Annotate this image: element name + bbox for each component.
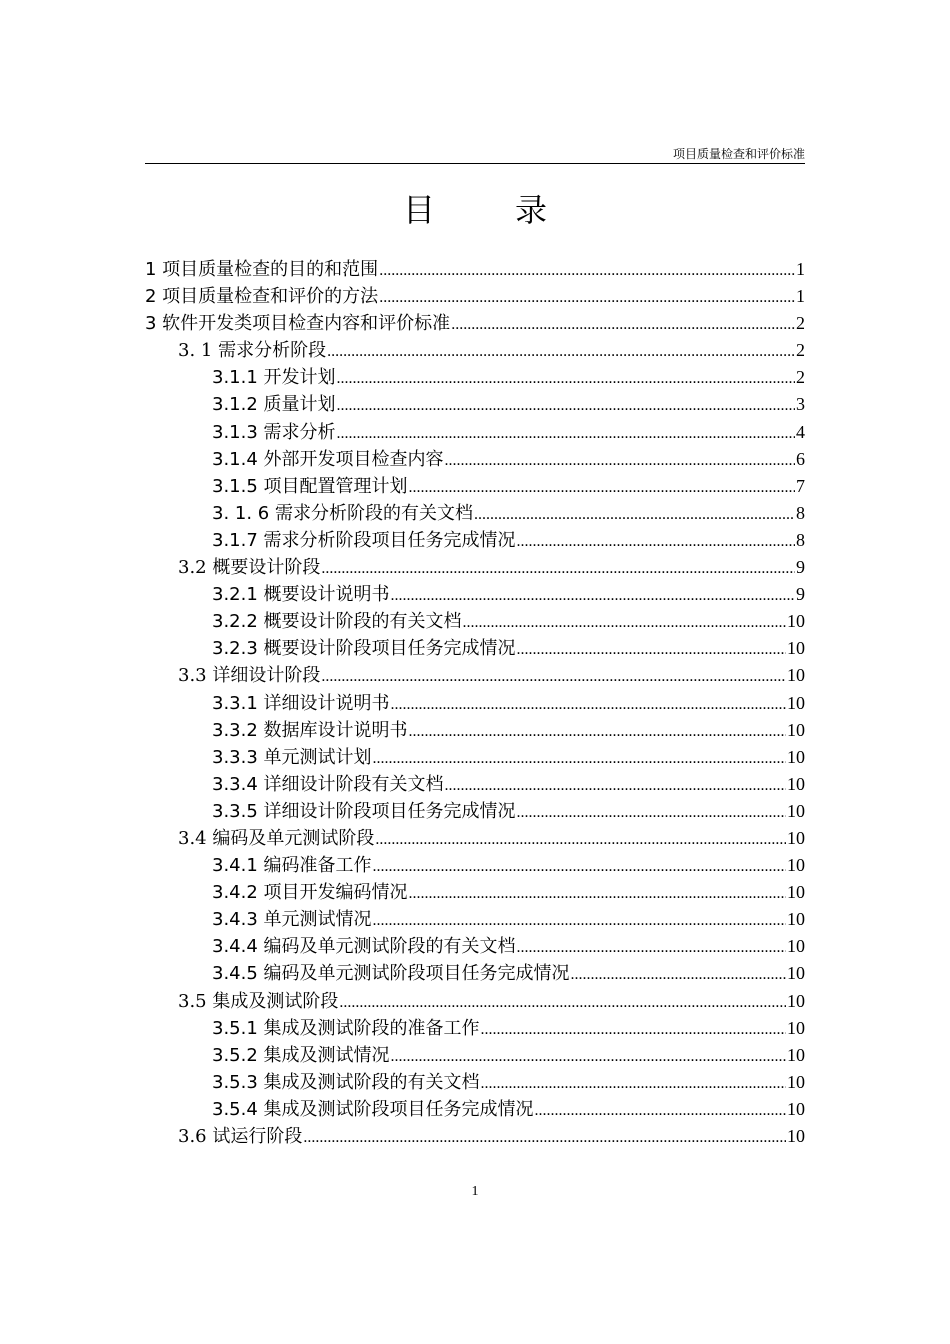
toc-entry-label: 3.4.3 单元测试情况 [212, 909, 372, 931]
toc-entry-label: 3.1.4 外部开发项目检查内容 [212, 448, 444, 470]
toc-entry-page: 10 [787, 1017, 805, 1038]
toc-entry-page: 9 [796, 584, 805, 605]
toc-entry[interactable] [145, 1042, 805, 1069]
toc-entry[interactable] [145, 554, 805, 581]
toc-entry-label: 3 软件开发类项目检查内容和评价标准 [145, 313, 451, 335]
dot-leader [445, 772, 786, 799]
toc-entry[interactable] [145, 771, 805, 798]
dot-leader [571, 961, 786, 988]
dot-leader [321, 555, 795, 582]
dot-leader [409, 880, 786, 907]
toc-entry-page: 10 [787, 611, 805, 632]
dot-leader [337, 392, 795, 419]
toc-entry-page: 10 [787, 1071, 805, 1092]
toc-entry-page: 10 [787, 827, 805, 848]
toc-entry-page: 10 [787, 882, 805, 903]
toc-entry-label: 3.3.2 数据库设计说明书 [212, 719, 408, 741]
dot-leader [373, 745, 786, 772]
toc-entry-page: 10 [787, 773, 805, 794]
toc-entry-page: 10 [787, 746, 805, 767]
toc-entry[interactable] [145, 1096, 805, 1123]
toc-entry-page: 3 [796, 394, 805, 415]
toc-entry[interactable] [145, 391, 805, 418]
toc-entry-page: 10 [787, 936, 805, 957]
toc-entry-page: 10 [787, 1098, 805, 1119]
toc-entry-label: 1 项目质量检查的目的和范围 [145, 259, 379, 280]
toc-entry-label: 3.4 编码及单元测试阶段 [178, 827, 375, 849]
toc-entry[interactable] [145, 690, 805, 717]
dot-leader [327, 338, 795, 365]
toc-entry[interactable] [145, 527, 805, 554]
toc-entry-label: 3. 1. 6 需求分析阶段的有关文档 [212, 502, 473, 524]
toc-entry[interactable] [145, 473, 805, 500]
toc-entry-page: 8 [796, 502, 805, 523]
table-of-contents [145, 256, 805, 1150]
toc-entry-label: 3.3 详细设计阶段 [178, 665, 321, 687]
toc-entry-label: 3.4.1 编码准备工作 [212, 855, 372, 877]
toc-entry-label: 3.3.3 单元测试计划 [212, 746, 372, 768]
toc-entry-page: 10 [787, 963, 805, 984]
toc-entry-label: 3.2.3 概要设计阶段项目任务完成情况 [212, 638, 516, 660]
toc-entry-label: 3.2 概要设计阶段 [178, 557, 321, 579]
toc-entry[interactable] [145, 283, 805, 310]
dot-leader [375, 826, 786, 853]
dot-leader [517, 528, 795, 555]
dot-leader [445, 447, 795, 474]
toc-entry-page: 10 [787, 800, 805, 821]
toc-entry-label: 3.1.7 需求分析阶段项目任务完成情况 [212, 529, 516, 551]
dot-leader [517, 934, 786, 961]
toc-entry-label: 3.5.2 集成及测试情况 [212, 1044, 390, 1066]
toc-entry[interactable] [145, 608, 805, 635]
toc-entry-page: 10 [787, 909, 805, 930]
toc-entry-label: 3.5.3 集成及测试阶段的有关文档 [212, 1071, 480, 1093]
dot-leader [379, 284, 795, 311]
toc-entry[interactable] [145, 337, 805, 364]
dot-leader [517, 636, 786, 663]
toc-entry-page: 4 [796, 421, 805, 442]
toc-entry[interactable] [145, 717, 805, 744]
toc-entry-page: 1 [796, 286, 805, 307]
dot-leader [373, 907, 786, 934]
dot-leader [379, 257, 795, 284]
toc-entry[interactable] [145, 825, 805, 852]
toc-entry[interactable] [145, 852, 805, 879]
toc-entry-page: 10 [787, 692, 805, 713]
toc-entry-page: 10 [787, 855, 805, 876]
toc-entry-page: 8 [796, 529, 805, 550]
toc-entry-label: 2 项目质量检查和评价的方法 [145, 286, 379, 308]
dot-leader [481, 1016, 786, 1043]
toc-entry-page: 10 [787, 638, 805, 659]
dot-leader [474, 501, 795, 528]
toc-entry-page: 10 [787, 1126, 805, 1146]
toc-entry-label: 3.1.5 项目配置管理计划 [212, 475, 408, 497]
toc-entry-page: 10 [787, 990, 805, 1011]
dot-leader [337, 365, 795, 392]
toc-entry-label: 3.4.5 编码及单元测试阶段项目任务完成情况 [212, 963, 570, 985]
toc-entry-page: 1 [796, 259, 805, 279]
toc-entry[interactable] [145, 1069, 805, 1096]
toc-entry[interactable] [145, 635, 805, 662]
toc-entry-page: 2 [796, 313, 805, 334]
dot-leader [517, 799, 786, 826]
toc-entry[interactable] [145, 364, 805, 391]
page-number: 1 [471, 1184, 479, 1199]
dot-leader [409, 718, 786, 745]
toc-entry[interactable] [145, 879, 805, 906]
toc-entry-label: 3.5 集成及测试阶段 [178, 990, 339, 1012]
toc-entry[interactable] [145, 662, 805, 689]
toc-entry[interactable] [145, 310, 805, 337]
toc-entry-page: 6 [796, 448, 805, 469]
toc-entry[interactable] [145, 1123, 805, 1150]
toc-entry-page: 10 [787, 1044, 805, 1065]
toc-entry-page: 10 [787, 665, 805, 686]
header-rule [145, 163, 805, 164]
toc-entry-page: 10 [787, 719, 805, 740]
toc-entry[interactable] [145, 256, 805, 283]
toc-entry-page: 2 [796, 367, 805, 388]
dot-leader [463, 609, 786, 636]
toc-entry[interactable] [145, 581, 805, 608]
dot-leader [535, 1097, 786, 1124]
toc-entry-label: 3.4.2 项目开发编码情况 [212, 882, 408, 904]
dot-leader [339, 989, 786, 1016]
toc-entry-label: 3.5.1 集成及测试阶段的准备工作 [212, 1017, 480, 1039]
toc-entry-label: 3.1.3 需求分析 [212, 421, 336, 443]
toc-entry[interactable] [145, 419, 805, 446]
toc-entry-label: 3.3.4 详细设计阶段有关文档 [212, 773, 444, 795]
toc-entry-label: 3.6 试运行阶段 [178, 1126, 303, 1147]
dot-leader [321, 663, 786, 690]
toc-entry-label: 3.3.1 详细设计说明书 [212, 692, 390, 714]
toc-entry-label: 3.1.1 开发计划 [212, 367, 336, 389]
dot-leader [451, 311, 795, 338]
toc-entry[interactable] [145, 933, 805, 960]
toc-entry[interactable] [145, 500, 805, 527]
toc-entry-label: 3.4.4 编码及单元测试阶段的有关文档 [212, 936, 516, 958]
toc-entry-label: 3. 1 需求分析阶段 [178, 340, 327, 362]
dot-leader [409, 474, 795, 501]
toc-entry[interactable] [145, 798, 805, 825]
toc-entry-label: 3.5.4 集成及测试阶段项目任务完成情况 [212, 1098, 534, 1120]
toc-entry-label: 3.1.2 质量计划 [212, 394, 336, 416]
toc-entry-page: 7 [796, 475, 805, 496]
toc-entry[interactable] [145, 988, 805, 1015]
dot-leader [391, 691, 786, 718]
toc-entry-label: 3.2.2 概要设计阶段的有关文档 [212, 611, 462, 633]
toc-entry-label: 3.3.5 详细设计阶段项目任务完成情况 [212, 800, 516, 822]
dot-leader [337, 420, 795, 447]
toc-entry-page: 9 [796, 557, 805, 578]
toc-title: 目录 [402, 191, 627, 229]
dot-leader [373, 853, 786, 880]
toc-entry-page: 2 [796, 340, 805, 361]
toc-entry[interactable] [145, 1015, 805, 1042]
toc-entry[interactable] [145, 446, 805, 473]
toc-entry[interactable] [145, 744, 805, 771]
toc-entry[interactable] [145, 960, 805, 987]
dot-leader [391, 582, 795, 609]
toc-entry-label: 3.2.1 概要设计说明书 [212, 584, 390, 606]
dot-leader [391, 1043, 786, 1070]
running-header: 项目质量检查和评价标准 [672, 147, 805, 161]
dot-leader [303, 1124, 786, 1151]
toc-entry[interactable] [145, 906, 805, 933]
dot-leader [481, 1070, 786, 1097]
